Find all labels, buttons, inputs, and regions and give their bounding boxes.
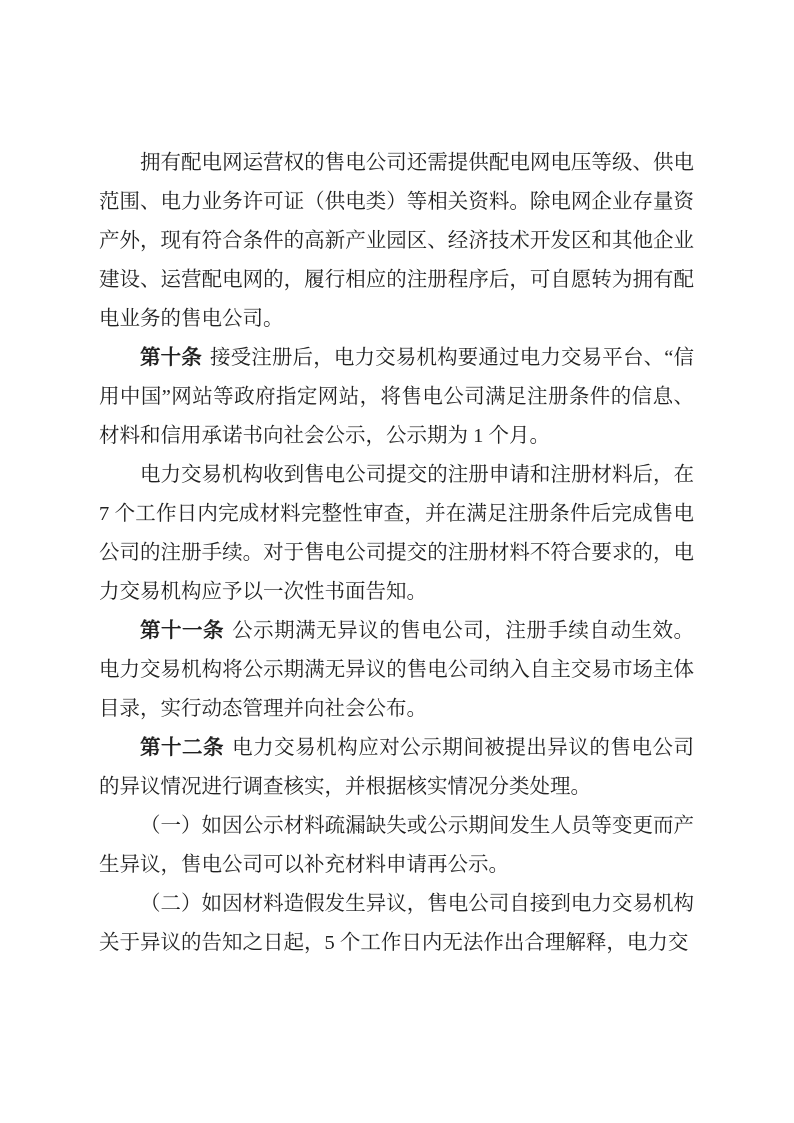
paragraph-text: 拥有配电网运营权的售电公司还需提供配电网电压等级、供电范围、电力业务许可证（供电类）等相关资料。除电网企业存量资产外，现有符合条件的高新产业园区、经济技术开发区和其他企业建设、运营配电网的，履行相应的注册程序后，可自愿转为拥有配电业务的售电公司。 xyxy=(99,152,694,330)
paragraph xyxy=(99,807,694,885)
paragraph-text: 公示期满无异议的售电公司，注册手续自动生效。电力交易机构将公示期满无异议的售电公司纳入自主交易市场主体目录，实行动态管理并向社会公布。 xyxy=(99,620,695,720)
paragraph-text: （一）如因公示材料疏漏缺失或公示期间发生人员等变更而产生异议，售电公司可以补充材料申请再公示。 xyxy=(99,815,694,876)
article-number: 第十二条 xyxy=(140,737,225,759)
paragraph-text: 电力交易机构应对公示期间被提出异议的售电公司的异议情况进行调查核实，并根据核实情况分类处理。 xyxy=(99,737,695,798)
paragraph xyxy=(99,456,694,612)
article-number: 第十条 xyxy=(140,347,202,369)
paragraph xyxy=(99,612,694,729)
article-number: 第十一条 xyxy=(140,620,225,642)
paragraph xyxy=(99,339,694,456)
paragraph-text: 接受注册后，电力交易机构要通过电力交易平台、“信用中国”网站等政府指定网站，将售电公司满足注册条件的信息、材料和信用承诺书向社会公示，公示期为 1 个月。 xyxy=(99,347,694,447)
paragraph xyxy=(99,885,694,963)
paragraph-text: （二）如因材料造假发生异议，售电公司自接到电力交易机构关于异议的告知之日起，5 个工作日内无法作出合理解释，电力交 xyxy=(99,893,694,954)
paragraph-text: 电力交易机构收到售电公司提交的注册申请和注册材料后，在 7 个工作日内完成材料完整性审查，并在满足注册条件后完成售电公司的注册手续。对于售电公司提交的注册材料不符合要求的，电力交易机构应予以一次性书面告知。 xyxy=(99,464,694,603)
paragraph xyxy=(99,144,694,339)
document-body xyxy=(99,144,694,963)
paragraph xyxy=(99,729,694,807)
